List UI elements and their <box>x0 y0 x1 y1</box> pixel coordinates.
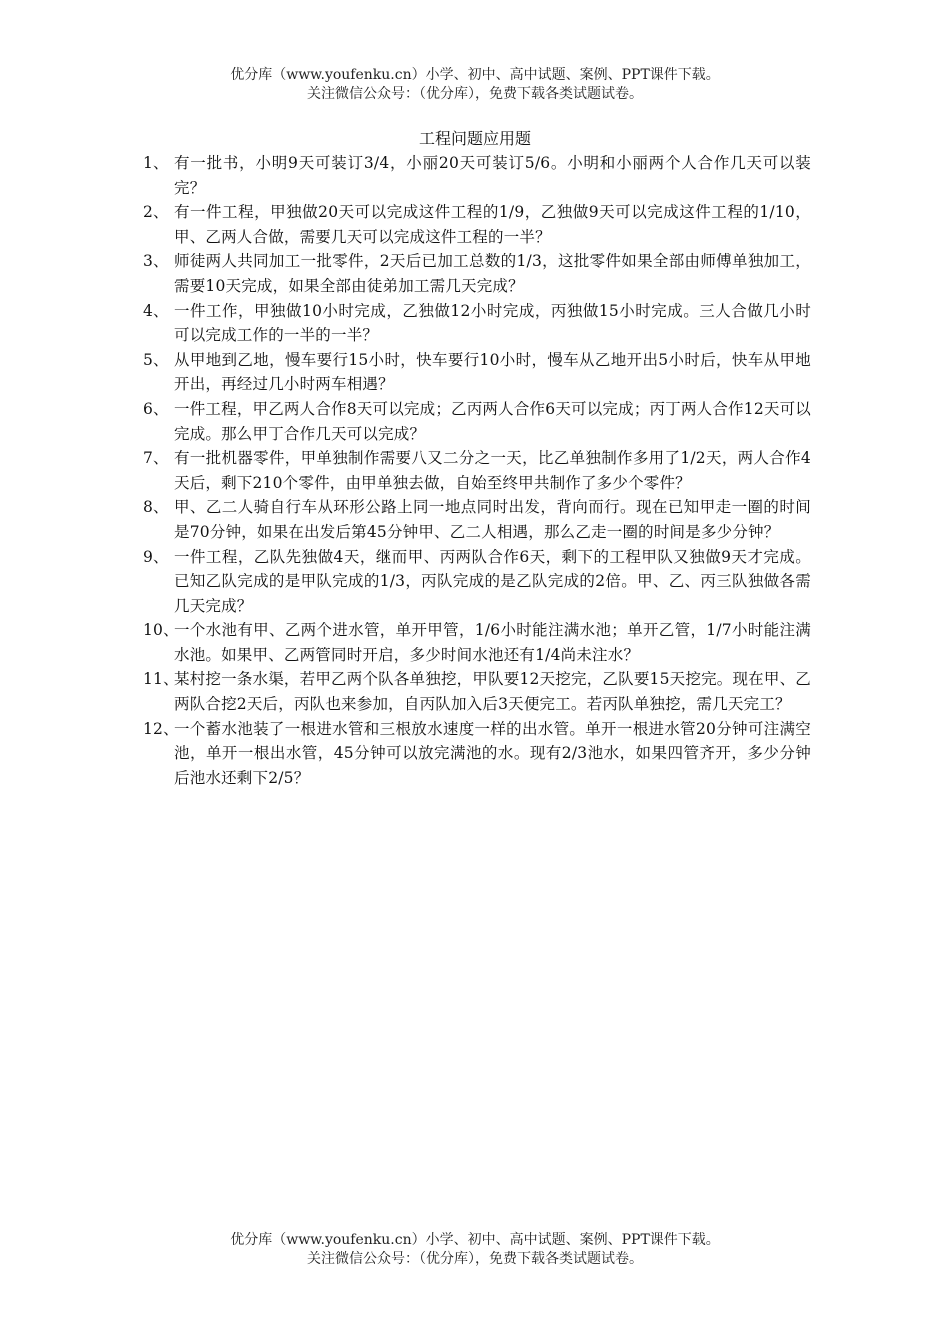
footer-line-1: 优分库（www.youfenku.cn）小学、初中、高中试题、案例、PPT课件下载。 <box>230 1232 720 1248</box>
problem-item-5 <box>143 348 811 397</box>
problem-number: 11、 <box>143 670 179 689</box>
problem-item-9 <box>143 545 811 619</box>
problem-text: 有一件工程，甲独做20天可以完成这件工程的1/9，乙独做9天可以完成这件工程的1/10，甲、乙两人合做，需要几天可以完成这件工程的一半？ <box>174 203 811 246</box>
problem-item-8 <box>143 495 811 544</box>
page-header <box>0 66 950 104</box>
problem-text: 一个水池有甲、乙两个进水管，单开甲管，1/6小时能注满水池；单开乙管，1/7小时能注满水池。如果甲、乙两管同时开启，多少时间水池还有1/4尚未注水？ <box>174 621 811 664</box>
problem-item-10 <box>143 618 811 667</box>
problem-text: 一件工程，甲乙两人合作8天可以完成；乙丙两人合作6天可以完成；丙丁两人合作12天可以完成。那么甲丁合作几天可以完成？ <box>174 399 811 443</box>
problem-item-11 <box>143 667 811 716</box>
problem-number: 10、 <box>143 621 179 640</box>
problem-text: 甲、乙二人骑自行车从环形公路上同一地点同时出发，背向而行。现在已知甲走一圈的时间是70分钟，如果在出发后第45分钟甲、乙二人相遇，那么乙走一圈的时间是多少分钟？ <box>174 498 811 541</box>
problem-item-6 <box>143 397 811 446</box>
problem-text: 师徒两人共同加工一批零件，2天后已加工总数的1/3，这批零件如果全部由师傅单独加工，需要10天完成，如果全部由徒弟加工需几天完成？ <box>174 252 811 295</box>
problem-number: 6、 <box>143 399 169 418</box>
problem-item-4 <box>143 299 811 348</box>
problem-number: 7、 <box>143 449 169 468</box>
header-line-1: 优分库（www.youfenku.cn）小学、初中、高中试题、案例、PPT课件下载。 <box>230 67 720 83</box>
problem-text: 一件工作，甲独做10小时完成，乙独做12小时完成，丙独做15小时完成。三人合做几小时可以完成工作的一半的一半？ <box>174 301 811 345</box>
document-title: 工程问题应用题 <box>418 129 531 148</box>
problem-text: 有一批书，小明9天可装订3/4，小丽20天可装订5/6。小明和小丽两个人合作几天可以装完？ <box>174 154 811 197</box>
problem-item-2 <box>143 200 811 249</box>
problem-number: 9、 <box>143 547 169 566</box>
footer-line-2: 关注微信公众号：（优分库），免费下载各类试题试卷。 <box>307 1251 643 1267</box>
problem-number: 1、 <box>143 154 169 172</box>
problem-number: 3、 <box>143 252 169 271</box>
problem-item-1 <box>143 151 811 200</box>
problem-item-7 <box>143 446 811 495</box>
problem-text: 从甲地到乙地，慢车要行15小时，快车要行10小时，慢车从乙地开出5小时后，快车从甲地开出，再经过几小时两车相遇？ <box>174 350 811 394</box>
page-footer <box>0 1231 950 1269</box>
header-line-2: 关注微信公众号：（优分库），免费下载各类试题试卷。 <box>307 86 643 102</box>
problem-number: 8、 <box>143 498 169 517</box>
problem-number: 4、 <box>143 301 169 320</box>
problem-text: 一件工程，乙队先独做4天，继而甲、丙两队合作6天，剩下的工程甲队又独做9天才完成。已知乙队完成的是甲队完成的1/3，丙队完成的是乙队完成的2倍。甲、乙、丙三队独做各需几天完成？ <box>174 547 811 615</box>
problem-text: 某村挖一条水渠，若甲乙两个队各单独挖，甲队要12天挖完，乙队要15天挖完。现在甲、乙两队合挖2天后，丙队也来参加，自丙队加入后3天便完工。若丙队单独挖，需几天完工？ <box>174 670 811 714</box>
problem-text: 一个蓄水池装了一根进水管和三根放水速度一样的出水管。单开一根进水管20分钟可注满空池，单开一根出水管，45分钟可以放完满池的水。现有2/3池水，如果四管齐开，多少分钟后池水还剩下2/5？ <box>174 719 811 787</box>
problem-number: 5、 <box>143 350 169 369</box>
problem-item-3 <box>143 249 811 298</box>
problem-text: 有一批机器零件，甲单独制作需要八又二分之一天，比乙单独制作多用了1/2天，两人合作4天后，剩下210个零件，由甲单独去做，自始至终甲共制作了多少个零件？ <box>174 449 811 492</box>
problem-list <box>143 151 811 790</box>
problem-item-12 <box>143 717 811 791</box>
problem-number: 12、 <box>143 719 179 738</box>
problem-number: 2、 <box>143 203 169 222</box>
